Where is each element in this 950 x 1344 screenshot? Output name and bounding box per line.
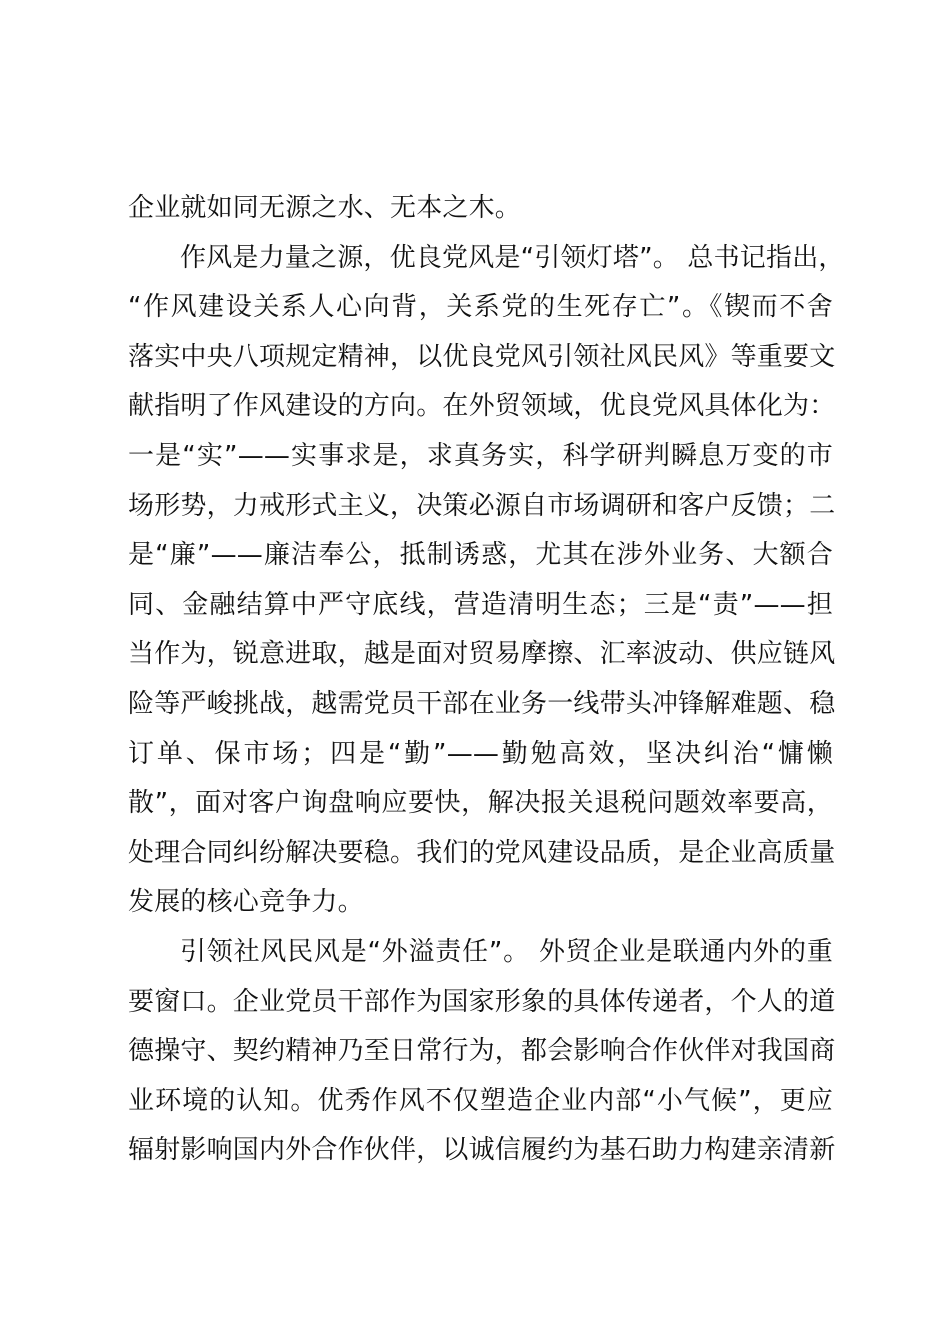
text-line: 同、金融结算中严守底线，营造清明生态；三是“责”——担: [128, 589, 833, 620]
text-line: 落实中央八项规定精神，以优良党风引领社风民风》等重要文: [128, 341, 836, 372]
text-line: 献指明了作风建设的方向。在外贸领域，优良党风具体化为：: [128, 391, 836, 422]
text-line: 处理合同纠纷解决要稳。我们的党风建设品质，是企业高质量: [128, 837, 836, 868]
text-line: 是“廉”——廉洁奉公，抵制诱惑，尤其在涉外业务、大额合: [128, 540, 833, 571]
text-line: 散”，面对客户询盘响应要快，解决报关退税问题效率要高，: [128, 788, 833, 819]
text-line: 订单、保市场；四是“勤”——勤勉高效，坚决纠治“慵懒: [128, 738, 833, 769]
text-line: 引领社风民风是“外溢责任”。 外贸企业是联通内外的重: [180, 936, 833, 967]
text-line: 当作为，锐意进取，越是面对贸易摩擦、汇率波动、供应链风: [128, 639, 836, 670]
text-line: 一是“实”——实事求是，求真务实，科学研判瞬息万变的市: [128, 440, 833, 471]
text-line: 德操守、契约精神乃至日常行为，都会影响合作伙伴对我国商: [128, 1036, 836, 1067]
text-line: 险等严峻挑战，越需党员干部在业务一线带头冲锋解难题、稳: [128, 688, 836, 719]
text-line: 业环境的认知。优秀作风不仅塑造企业内部“小气候”，更应: [128, 1085, 833, 1116]
text-line: 要窗口。企业党员干部作为国家形象的具体传递者，个人的道: [128, 986, 836, 1017]
text-line: “作风建设关系人心向背，关系党的生死存亡”。《锲而不舍: [128, 292, 833, 323]
text-line: 场形势，力戒形式主义，决策必源自市场调研和客户反馈；二: [128, 490, 836, 521]
text-line: 作风是力量之源，优良党风是“引领灯塔”。 总书记指出，: [180, 242, 845, 273]
body-text: [128, 184, 845, 1176]
text-line: 发展的核心竞争力。: [128, 887, 364, 918]
text-line: 辐射影响国内外合作伙伴，以诚信履约为基石助力构建亲清新: [128, 1135, 836, 1166]
text-line: 企业就如同无源之水、无本之木。: [128, 193, 522, 223]
